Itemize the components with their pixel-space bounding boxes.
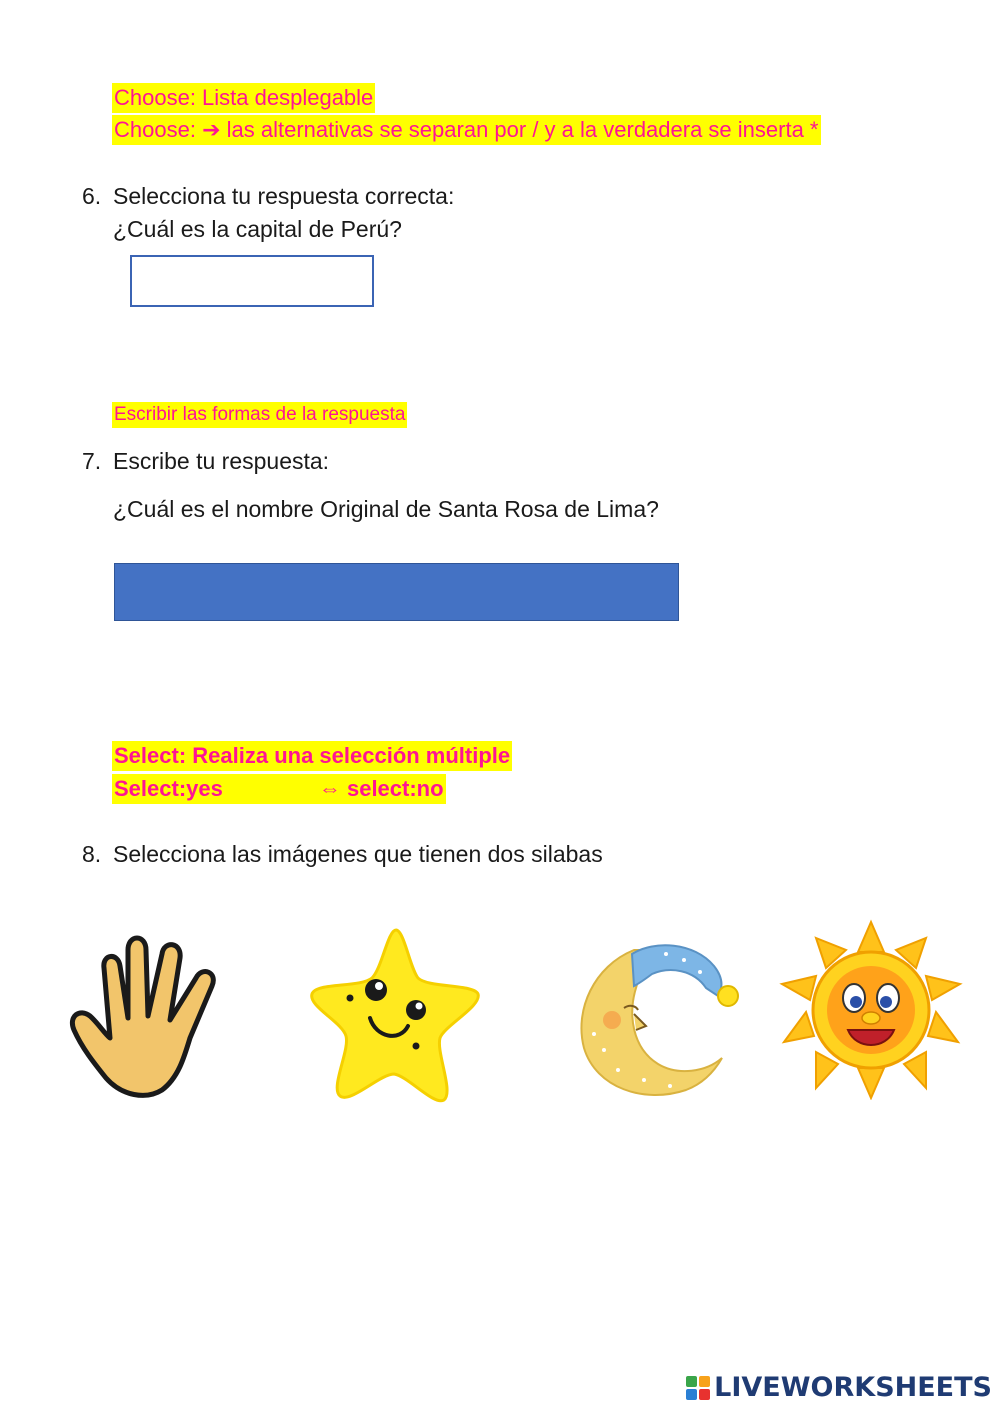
question-8-number: 8. bbox=[82, 841, 102, 867]
question-6-prompt: ¿Cuál es la capital de Perú? bbox=[113, 216, 402, 242]
select-note-1: Select: Realiza una selección múltiple bbox=[112, 741, 512, 771]
star-icon[interactable] bbox=[304, 922, 486, 1106]
choose-note-2-text: las alternativas se separan por / y a la verdadera se inserta * bbox=[220, 117, 819, 142]
choose-note-2 bbox=[112, 115, 821, 145]
original-name-input[interactable] bbox=[114, 563, 679, 621]
select-yes-label: Select:yes bbox=[114, 776, 223, 801]
footer-brand-text: LIVEWORKSHEETS bbox=[714, 1372, 992, 1403]
choose-note-2-prefix: Choose: bbox=[114, 117, 203, 142]
question-7-prompt: ¿Cuál es el nombre Original de Santa Rosa de Lima? bbox=[113, 496, 659, 522]
footer-brand bbox=[686, 1372, 992, 1403]
question-7-instruction: Escribe tu respuesta: bbox=[113, 448, 330, 474]
hand-icon[interactable] bbox=[66, 928, 234, 1104]
double-arrow-icon: ⇔ bbox=[318, 776, 341, 801]
question-6-number: 6. bbox=[82, 183, 102, 209]
choose-note-1: Choose: Lista desplegable bbox=[112, 83, 375, 113]
question-6-instruction: Selecciona tu respuesta correcta: bbox=[113, 183, 455, 209]
sun-icon[interactable] bbox=[776, 918, 966, 1100]
capital-dropdown[interactable] bbox=[130, 255, 374, 307]
select-note-2 bbox=[112, 774, 446, 804]
liveworksheets-logo-icon bbox=[686, 1376, 710, 1400]
question-7-number: 7. bbox=[82, 448, 102, 474]
arrow-right-icon: ➔ bbox=[202, 117, 221, 142]
select-no-label: select:no bbox=[340, 776, 444, 801]
question-8-instruction: Selecciona las imágenes que tienen dos silabas bbox=[113, 841, 603, 867]
escribir-note: Escribir las formas de la respuesta bbox=[112, 402, 407, 428]
moon-icon[interactable] bbox=[574, 940, 754, 1102]
